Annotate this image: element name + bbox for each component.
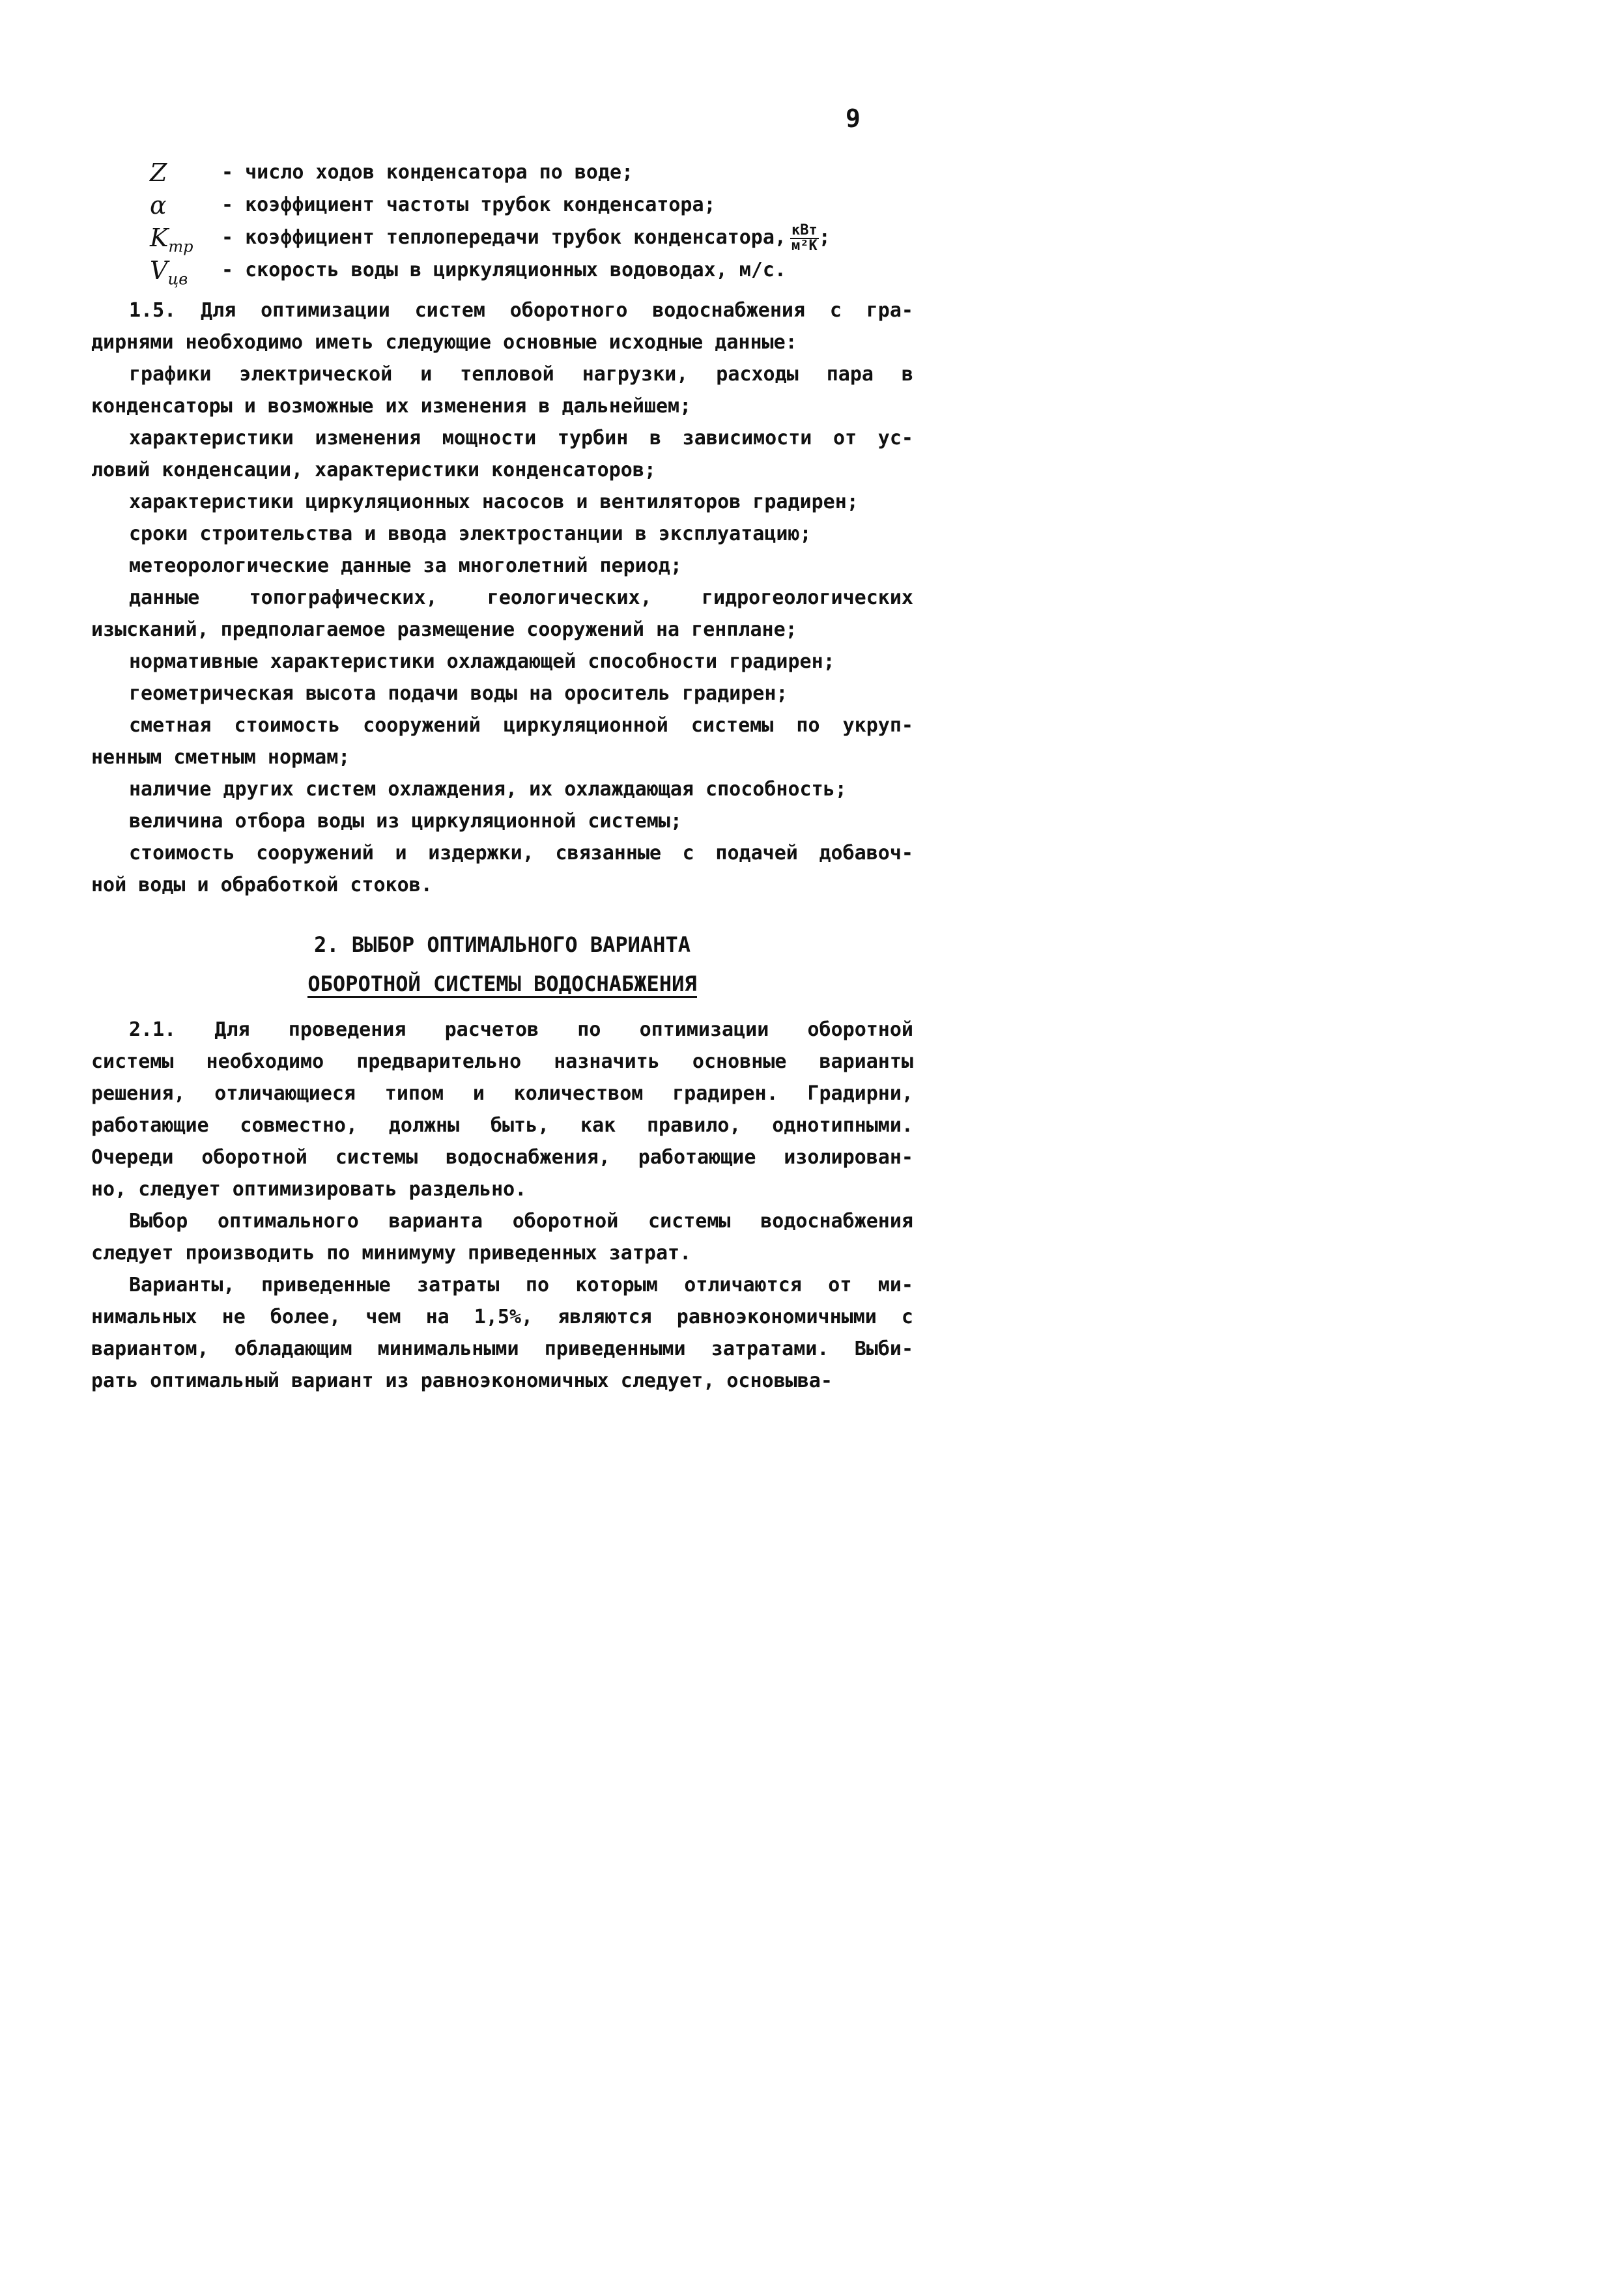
text-line: системы необходимо предварительно назначить основные варианты	[91, 1050, 913, 1073]
text-line: следует производить по минимуму приведенных затрат.	[91, 1242, 692, 1265]
text-line: Выбор оптимального варианта оборотной системы водоснабжения	[129, 1210, 913, 1233]
text-line: характеристики циркуляционных насосов и вентиляторов градирен;	[129, 491, 859, 513]
definition-text: - коэффициент частоты трубок конденсатора;	[221, 193, 716, 216]
text-line: сроки строительства и ввода электростанции в эксплуатацию;	[129, 523, 812, 545]
text-line: ной воды и обработкой стоков.	[91, 874, 433, 896]
definition-row	[91, 222, 919, 254]
text-line: ловий конденсации, характеристики конденсаторов;	[91, 459, 656, 481]
definition-text: - скорость воды в циркуляционных водоводах, м/с.	[221, 259, 786, 281]
text-line: величина отбора воды из циркуляционной системы;	[129, 810, 682, 833]
definition-row	[91, 156, 919, 189]
section-2-heading	[91, 925, 913, 1003]
text-line: Очереди оборотной системы водоснабжения, работающие изолирован-	[91, 1146, 913, 1169]
text-line: наличие других систем охлаждения, их охлаждающая способность;	[129, 778, 847, 801]
text-line: характеристики изменения мощности турбин в зависимости от ус-	[129, 427, 913, 450]
text-line: геометрическая высота подачи воды на ороситель градирен;	[129, 682, 788, 705]
text-line: ненным сметным нормам;	[91, 746, 350, 769]
heading-line-1: 2. ВЫБОР ОПТИМАЛЬНОГО ВАРИАНТА	[314, 932, 691, 957]
definition-symbol: Z	[150, 158, 167, 187]
text-line: работающие совместно, должны быть, как правило, однотипными.	[91, 1114, 913, 1137]
heading-line-2: ОБОРОТНОЙ СИСТЕМЫ ВОДОСНАБЖЕНИЯ	[307, 971, 696, 998]
unit-fraction: $\frac{\text{кВт}}{\text{м²К}}$	[791, 222, 818, 254]
text-line: вариантом, обладающим минимальными приведенными затратами. Выби-	[91, 1338, 913, 1360]
definition-symbol: $K_{тр}$	[150, 223, 193, 256]
definition-row	[91, 189, 919, 222]
text-line: но, следует оптимизировать раздельно.	[91, 1178, 527, 1201]
text-line: 1.5. Для оптимизации систем оборотного водоснабжения с гра-	[129, 299, 913, 322]
text-line: дирнями необходимо иметь следующие основные исходные данные:	[91, 331, 797, 354]
text-line: нормативные характеристики охлаждающей способности градирен;	[129, 650, 835, 673]
text-line: рать оптимальный вариант из равноэкономичных следует, основыва-	[91, 1369, 833, 1392]
text-line: конденсаторы и возможные их изменения в дальнейшем;	[91, 395, 692, 418]
definition-text: - коэффициент теплопередачи трубок конденсатора, $\frac{\text{кВт}}{\text{м²К}}$ ;	[221, 222, 831, 254]
text-line: изысканий, предполагаемое размещение сооружений на генплане;	[91, 618, 797, 641]
text-line: 2.1. Для проведения расчетов по оптимизации оборотной	[129, 1018, 913, 1041]
text-line: решения, отличающиеся типом и количеством градирен. Градирни,	[91, 1082, 913, 1105]
text-line: Варианты, приведенные затраты по которым отличаются от ми-	[129, 1274, 913, 1296]
section-2-1	[91, 1014, 913, 1397]
text-line: данные топографических, геологических, гидрогеологических	[129, 586, 913, 609]
definition-row	[91, 254, 919, 287]
text-line: стоимость сооружений и издержки, связанные с подачей добавоч-	[129, 842, 913, 865]
text-line: метеорологические данные за многолетний период;	[129, 554, 682, 577]
symbol-definitions	[91, 156, 919, 287]
definition-symbol: $V_{цв}$	[150, 256, 188, 289]
definition-symbol: α	[150, 191, 167, 220]
text-line: нимальных не более, чем на 1,5%, являются равноэкономичными с	[91, 1306, 913, 1328]
section-1-5	[91, 294, 913, 901]
text-line: сметная стоимость сооружений циркуляционной системы по укруп-	[129, 714, 913, 737]
text-line: графики электрической и тепловой нагрузки, расходы пара в	[129, 363, 913, 386]
definition-text: - число ходов конденсатора по воде;	[221, 161, 634, 184]
page-number: 9	[846, 104, 861, 133]
